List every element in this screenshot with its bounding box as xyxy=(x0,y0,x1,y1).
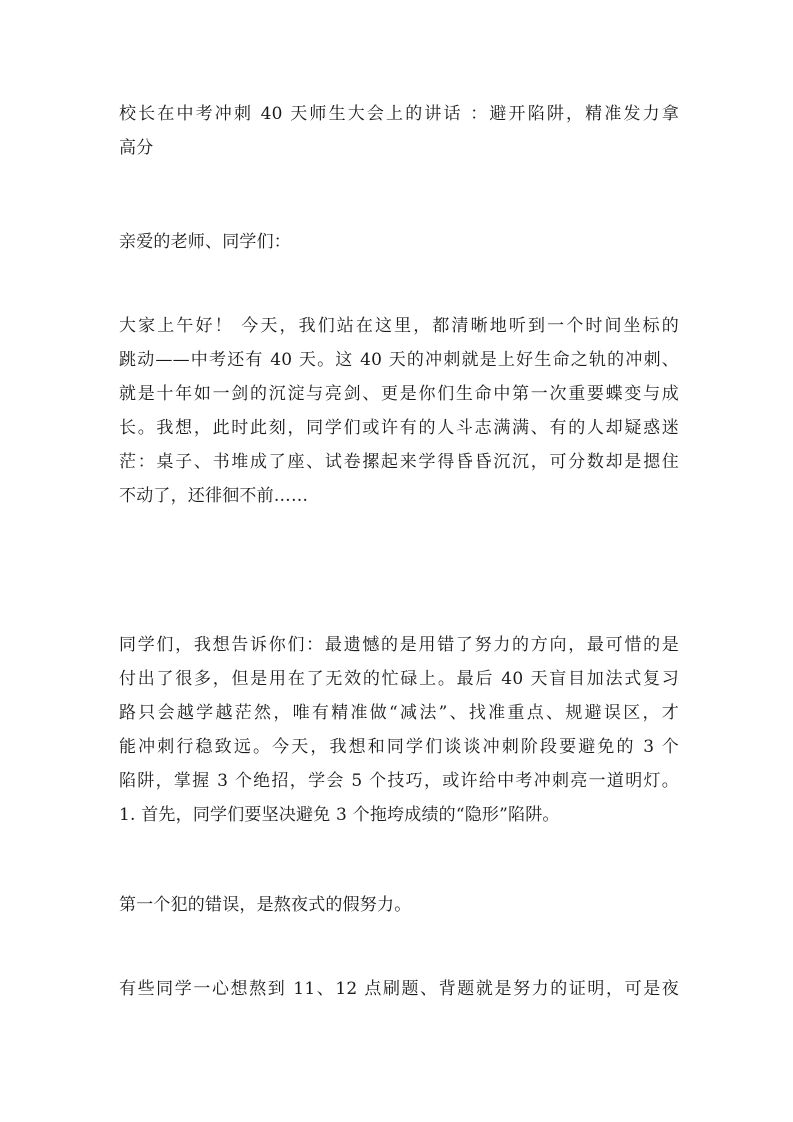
salutation xyxy=(119,225,679,259)
document-title xyxy=(119,97,679,165)
paragraph-4 xyxy=(119,972,679,1006)
salutation-text: 亲爱的老师、同学们： xyxy=(119,232,291,252)
paragraph-1 xyxy=(119,309,679,513)
paragraph-2-line: 陷阱，掌握 3 个绝招，学会 5 个技巧，或许给中考冲刺亮一道明灯。 xyxy=(119,771,679,791)
paragraph-4-line: 有些同学一心想熬到 11、12 点刷题、背题就是努力的证明，可是夜 xyxy=(119,979,679,999)
paragraph-2 xyxy=(119,628,679,832)
paragraph-3-text: 第一个犯的错误，是熬夜式的假努力。 xyxy=(119,895,412,915)
paragraph-2-line: 付出了很多，但是用在了无效的忙碌上。最后 40 天盲目加法式复习 xyxy=(119,669,679,689)
paragraph-2-line: 路只会越学越茫然，唯有精准做“减法”、找准重点、规避误区，才 xyxy=(119,703,679,723)
paragraph-1-line: 不动了，还徘徊不前…… xyxy=(119,486,309,506)
paragraph-2-line: 同学们，我想告诉你们：最遗憾的是用错了努力的方向，最可惜的是 xyxy=(119,635,679,655)
paragraph-1-line: 跳动——中考还有 40 天。这 40 天的冲刺就是上好生命之轨的冲刺、 xyxy=(119,350,679,370)
paragraph-2-line: 1. 首先，同学们要坚决避免 3 个拖垮成绩的“隐形”陷阱。 xyxy=(119,805,560,825)
title-line-1: 校长在中考冲刺 40 天师生大会上的讲话 ：避开陷阱，精准发力拿 xyxy=(119,104,679,124)
paragraph-1-line: 茫：桌子、书堆成了座、试卷摞起来学得昏昏沉沉，可分数却是摁住 xyxy=(119,452,679,472)
paragraph-1-line: 大家上午好！ 今天，我们站在这里，都清晰地听到一个时间坐标的 xyxy=(119,316,679,336)
paragraph-3 xyxy=(119,888,679,922)
title-line-2: 高分 xyxy=(119,138,154,158)
paragraph-2-line: 能冲刺行稳致远。今天，我想和同学们谈谈冲刺阶段要避免的 3 个 xyxy=(119,737,679,757)
paragraph-1-line: 就是十年如一剑的沉淀与亮剑、更是你们生命中第一次重要蝶变与成 xyxy=(119,384,679,404)
paragraph-1-line: 长。我想，此时此刻，同学们或许有的人斗志满满、有的人却疑惑迷 xyxy=(119,418,679,438)
